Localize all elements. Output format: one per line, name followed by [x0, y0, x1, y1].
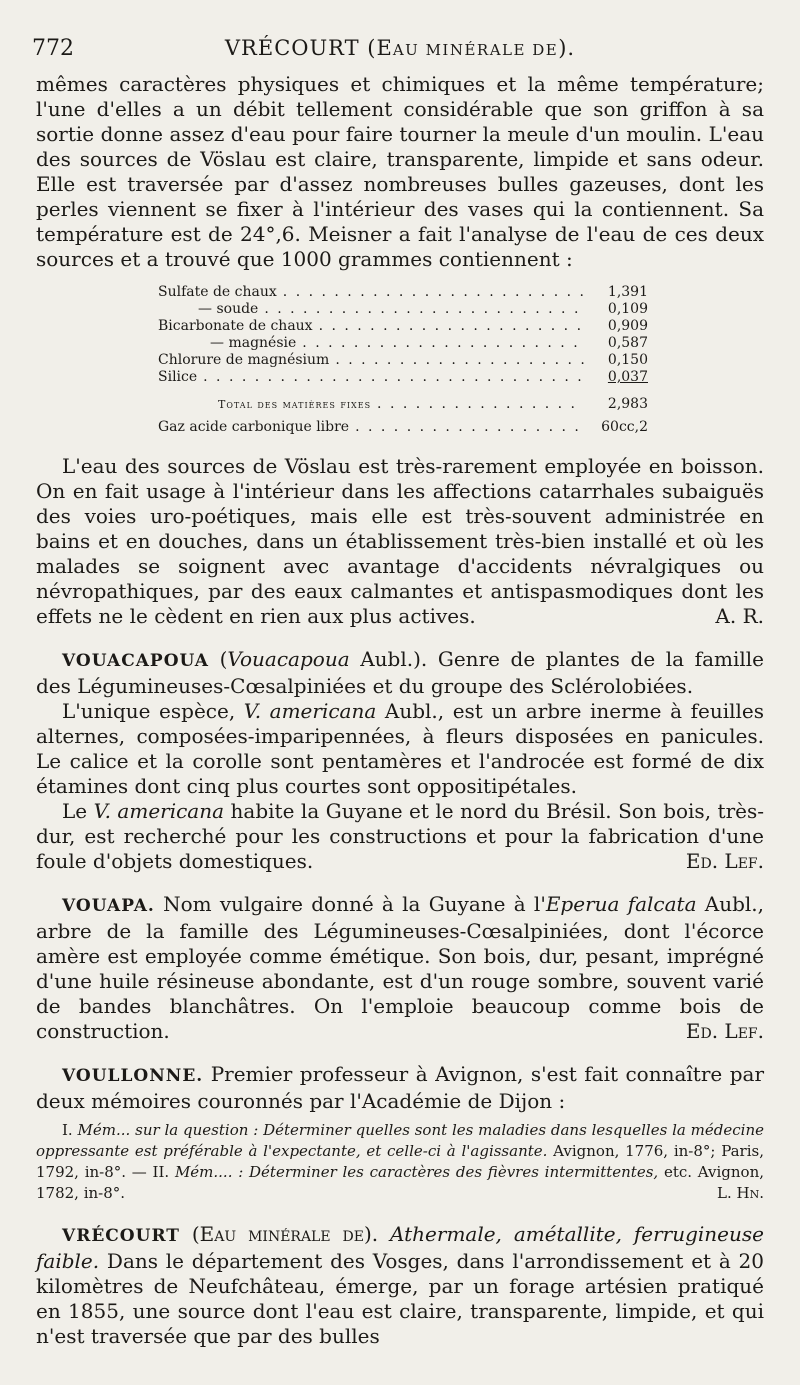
- entry-text: Aubl., arbre de la famille des Légumineuses-Cœsalpiniées, dont l'écorce amère est employée comme émétique. Son bois, dur, pesant, imprégné d'une huile résineuse abondante, est d'un rouge sombre, souvent varié de bandes blanchâtres. On l'emploie beaucoup comme bois de construction.: [36, 892, 765, 1043]
- leader-dots: [319, 318, 584, 335]
- entry-text: (: [219, 647, 228, 671]
- entry-italic: Eperua falcata: [545, 892, 697, 916]
- analysis-label: Bicarbonate de chaux: [158, 318, 313, 334]
- author-signature: Ed. Lef.: [685, 849, 764, 873]
- entry-italic: Vouacapoua: [227, 647, 350, 671]
- analysis-total-label: Total des matières fixes: [218, 398, 372, 411]
- analysis-label: — soude: [198, 301, 259, 317]
- entry-italic: V. americana: [243, 699, 377, 723]
- paragraph-vouacapoua-species: [36, 699, 764, 799]
- analysis-value: 0,150: [607, 352, 648, 368]
- running-head-main: VRÉCOURT (E: [224, 36, 393, 60]
- paragraph-voslau-usage: [36, 454, 764, 629]
- entry-italic: V. americana: [93, 799, 225, 823]
- biblio-italic: Mém... sur la question : Déterminer quelles sont les maladies dans lesquelles la médecine oppressante est préférable à l'expectante, et celle-ci à l'agissante.: [36, 1121, 764, 1160]
- leader-dots: [264, 301, 584, 318]
- analysis-gas-row: [158, 419, 648, 436]
- entry-text: Le: [62, 799, 88, 823]
- author-signature: A. R.: [715, 604, 764, 628]
- leader-dots: [335, 352, 584, 369]
- analysis-row: [158, 301, 648, 318]
- entry-heading: VOUACAPOUA: [62, 651, 209, 671]
- biblio-italic: Mém.... : Déterminer les caractères des fièvres intermittentes,: [174, 1163, 659, 1181]
- paragraph-text: L'eau des sources de Vöslau est très-rarement employée en boisson. On en fait usage à l'intérieur dans les affections catarrhales subaiguës des voies uro-poétiques, mais elle est très-souvent administrée en bains et en douches, dans un établissement très-bien installé et où les malades se soignent avec avantage d'accidents névralgiques ou névropathiques, par des eaux calmantes et antispasmodiques dont les effets ne le cèdent en rien aux plus actives.: [36, 454, 764, 628]
- entry-voullonne: [36, 1062, 764, 1114]
- entry-subheading: (Eau minérale de).: [191, 1222, 379, 1246]
- leader-dots: [355, 419, 584, 436]
- entry-vouapa: [36, 892, 764, 1044]
- running-head: [32, 36, 768, 60]
- analysis-value: 0,109: [607, 301, 648, 317]
- analysis-label: Sulfate de chaux: [158, 284, 277, 300]
- entry-text: Aubl., est un arbre inerme à feuilles alternes, composées-imparipennées, à fleurs disposées en panicules. Le calice et la corolle sont pentamères et l'androcée est formé de dix étamines dont cinq plus courtes sont oppositipétales.: [36, 699, 765, 798]
- entry-text: Nom vulgaire donné à la Guyane à l': [163, 892, 546, 916]
- leader-dots: [302, 335, 584, 352]
- analysis-label: Silice: [158, 369, 198, 385]
- entry-heading: VOULLONNE.: [62, 1066, 204, 1086]
- entry-heading: VRÉCOURT: [62, 1226, 180, 1246]
- entry-italic: Athermale, amétallite, ferrugineuse faible.: [36, 1222, 764, 1273]
- analysis-total-value: 2,983: [607, 396, 648, 412]
- analysis-row: [158, 352, 648, 369]
- entry-text: habite la Guyane et le nord du Brésil. Son bois, très-dur, est recherché pour les constructions et pour la fabrication d'une foule d'objets domestiques.: [36, 799, 765, 873]
- entry-text: Dans le département des Vosges, dans l'arrondissement et à 20 kilomètres de Neufchâteau, émerge, par un forage artésien pratiqué en 1855, une source dont l'eau est claire, transparente, limpide, et qui n'est traversée que par des bulles: [36, 1249, 765, 1348]
- entry-text: Aubl.). Genre de plantes de la famille des Légumineuses-Cœsalpiniées et du groupe des Sclérolobiées.: [36, 647, 764, 698]
- leader-dots: [377, 396, 584, 413]
- analysis-gas-value: 60cc,2: [601, 419, 648, 435]
- analysis-row: [158, 284, 648, 301]
- analysis-label: Chlorure de magnésium: [158, 352, 330, 368]
- running-head-end: ).: [558, 36, 576, 60]
- paragraph-voslau-description: mêmes caractères physiques et chimiques et la même température; l'une d'elles a un débit tellement considérable que son griffon à sa sortie donne assez d'eau pour faire tourner la meule d'un moulin. L'eau des sources de Vöslau est claire, transparente, limpide et sans odeur. Elle est traversée par d'assez nombreuses bulles gazeuses, dont les perles viennent se fixer à l'intérieur des vases qui la contiennent. Sa température est de 24°,6. Meisner a fait l'analyse de l'eau de ces deux sources et a trouvé que 1000 grammes contiennent :: [36, 72, 764, 271]
- entry-text: Premier professeur à Avignon, s'est fait connaître par deux mémoires couronnés par l'Académie de Dijon :: [36, 1062, 764, 1113]
- analysis-gas-label: Gaz acide carbonique libre: [158, 419, 350, 435]
- entry-heading: VOUAPA.: [62, 896, 155, 916]
- analysis-value: 0,587: [607, 335, 648, 351]
- analysis-table: [158, 284, 648, 436]
- page-body: [36, 72, 764, 1349]
- page-number: 772: [32, 36, 74, 61]
- analysis-value: 0,909: [607, 318, 648, 334]
- page-header: [32, 36, 768, 66]
- leader-dots: [203, 369, 584, 386]
- analysis-value: 0,037: [607, 369, 648, 385]
- bibliography: [36, 1120, 764, 1204]
- entry-vouacapoua: [36, 647, 764, 699]
- entry-vrecourt: [36, 1222, 764, 1349]
- analysis-value: 1,391: [607, 284, 648, 300]
- paragraph-vouacapoua-habitat: [36, 799, 764, 874]
- analysis-row: [158, 318, 648, 335]
- author-signature: L. Hn.: [717, 1184, 764, 1202]
- entry-text: L'unique espèce,: [62, 699, 236, 723]
- author-signature: Ed. Lef.: [685, 1019, 764, 1043]
- biblio-text: I.: [62, 1121, 73, 1139]
- biblio-text: Avignon, 1776, in-8°; Paris, 1792, in-8°. — II.: [36, 1142, 764, 1181]
- biblio-text: etc. Avignon, 1782, in-8°.: [36, 1163, 764, 1202]
- running-head-smallcaps: AU MINÉRALE DE: [392, 41, 559, 59]
- analysis-total-row: [158, 396, 648, 413]
- analysis-row: [158, 335, 648, 352]
- analysis-label: — magnésie: [210, 335, 297, 351]
- leader-dots: [283, 284, 584, 301]
- analysis-row: [158, 369, 648, 386]
